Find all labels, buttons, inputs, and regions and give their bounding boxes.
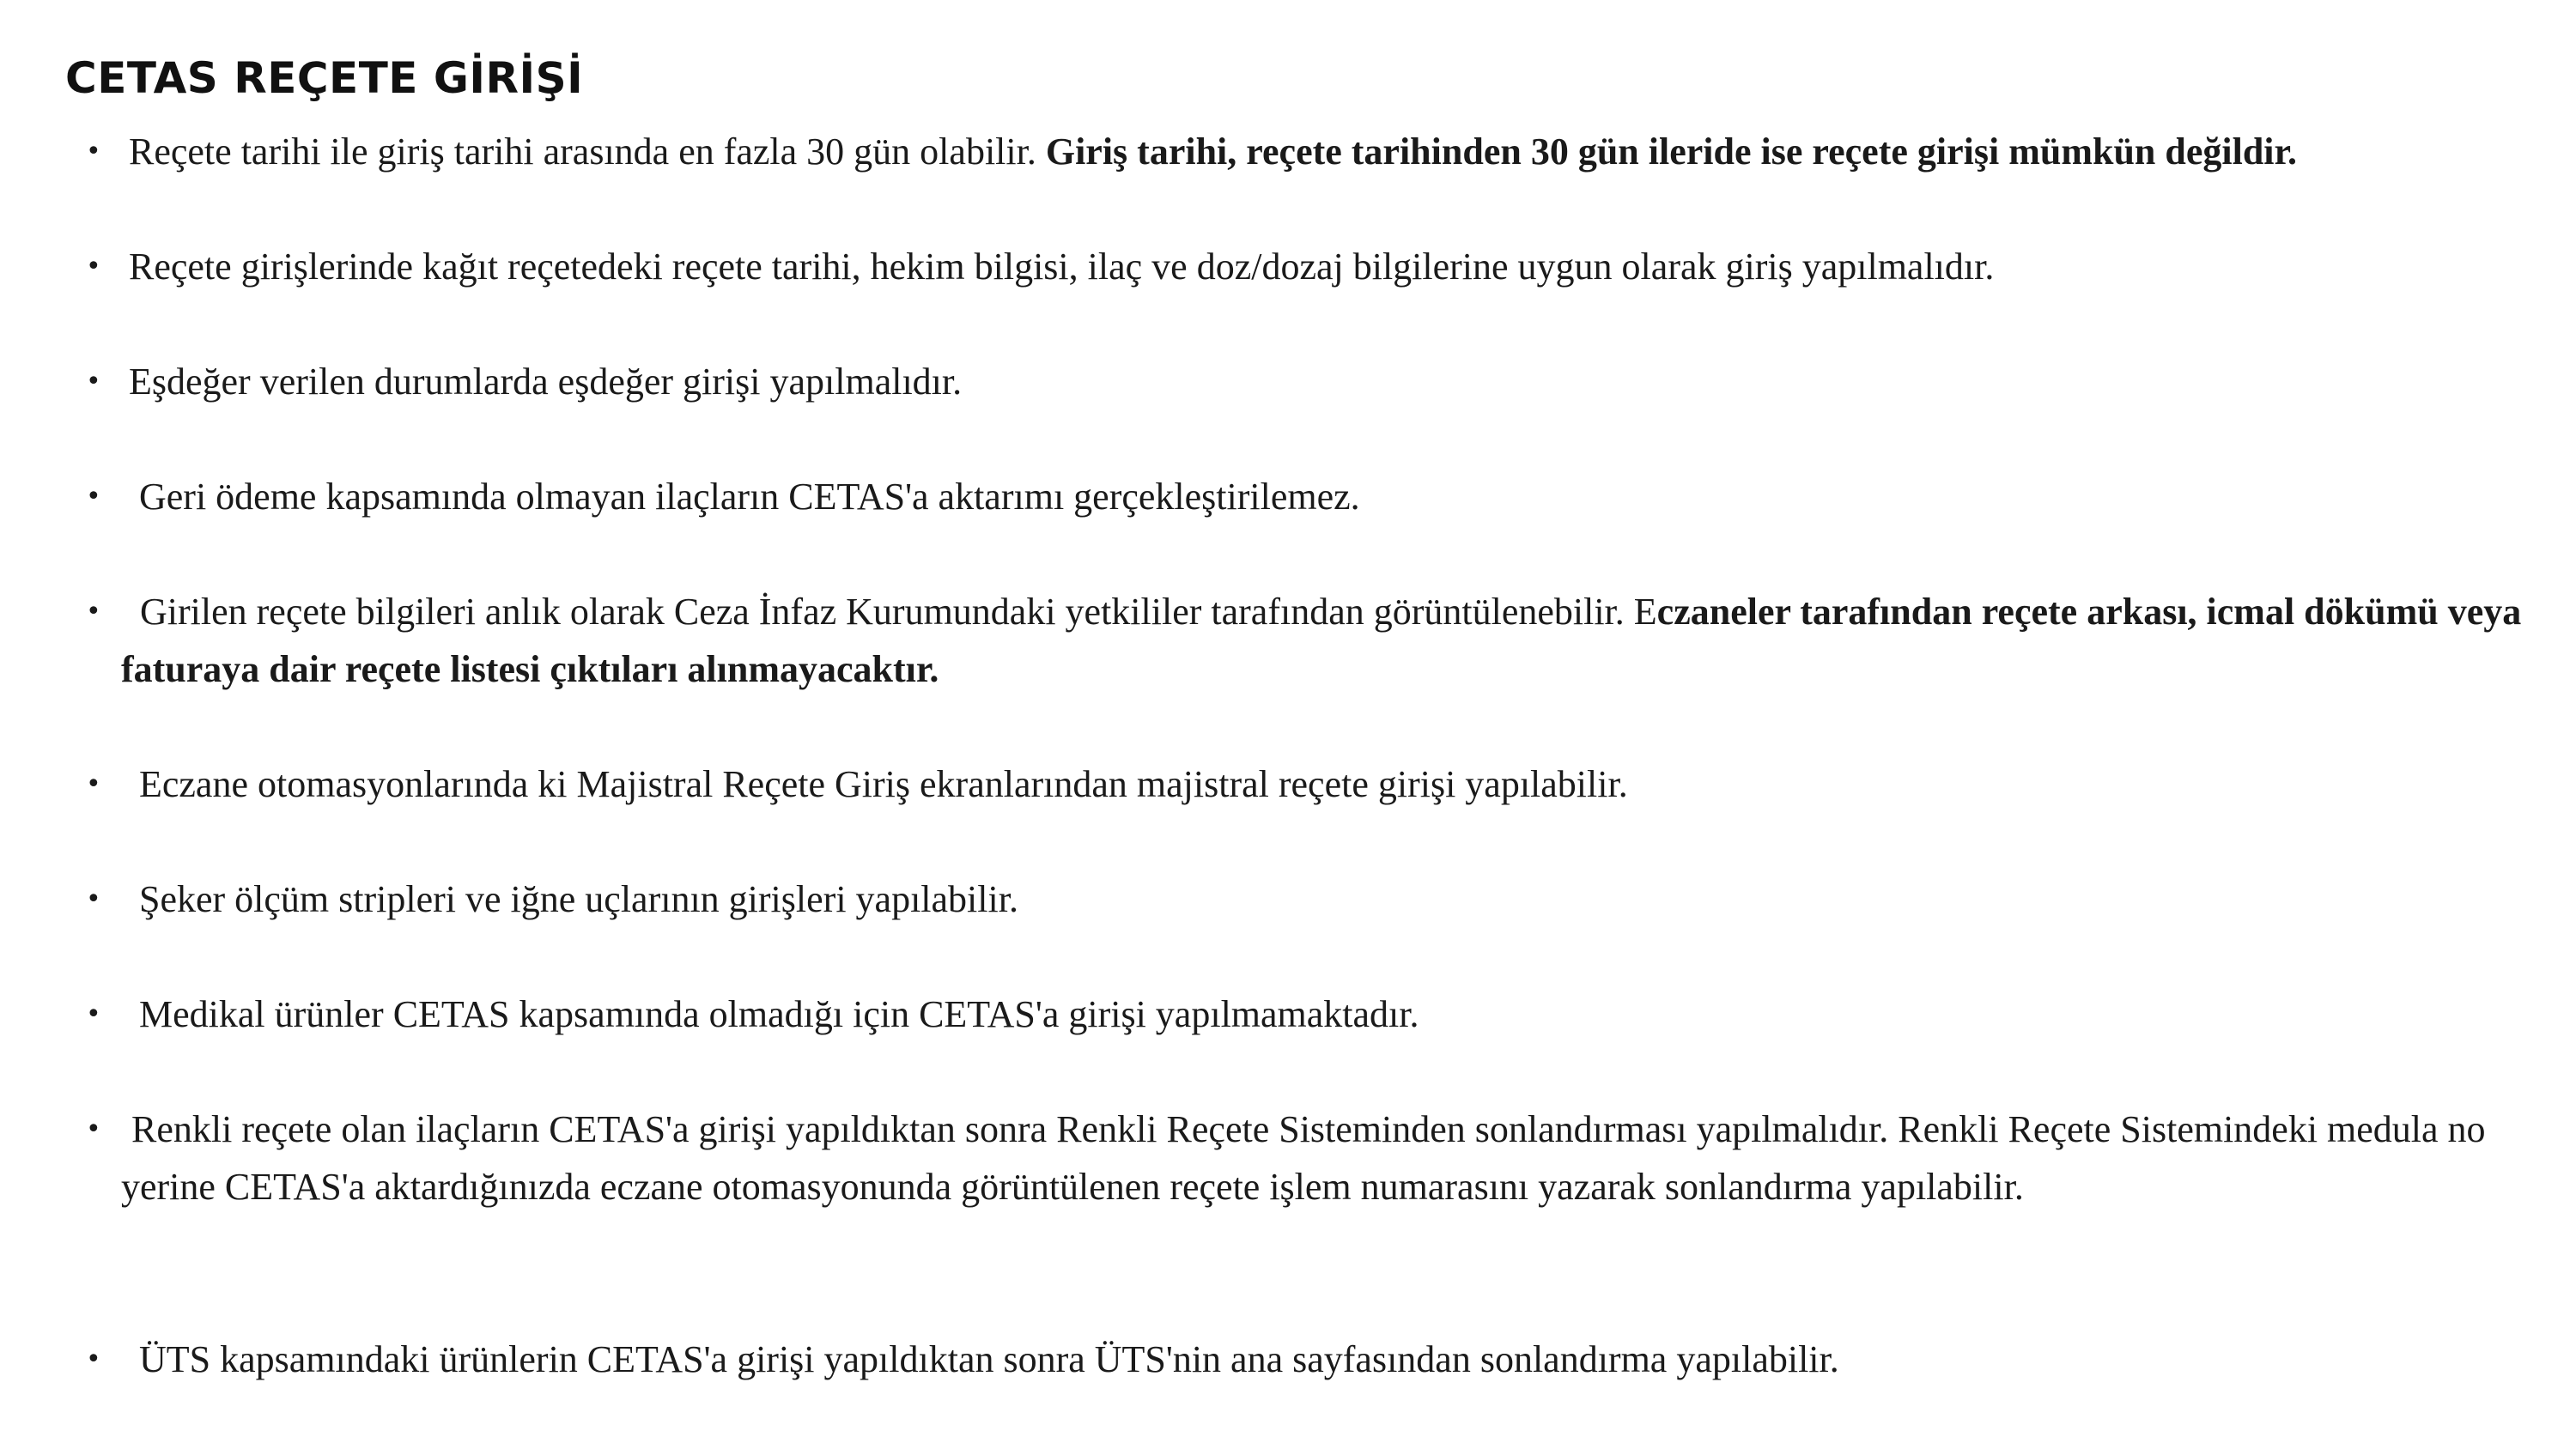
bullet-icon: • [86,1344,101,1374]
bullet-icon: • [86,1114,101,1144]
rule-text: Medikal ürünler CETAS kapsamında olmadığı için CETAS'a girişi yapılmamaktadır. [139,993,1419,1035]
rule-item [86,985,2559,1043]
rule-bold-text: Giriş tarihi, reçete tarihinden 30 gün ileride ise reçete girişi mümkün değildir. [1045,130,2298,173]
rule-text: Şeker ölçüm stripleri ve iğne uçlarının girişleri yapılabilir. [139,878,1018,920]
rule-item [86,870,2559,928]
rule-plain-text: Girilen reçete bilgileri anlık olarak Ceza İnfaz Kurumundaki yetkililer tarafından görüntülenebilir. E [140,591,1657,633]
bullet-icon: • [86,367,101,397]
rule-item [86,755,2559,813]
rule-text [86,123,2559,180]
rule-item [86,1100,2559,1216]
rule-item [86,123,2559,180]
bullet-icon: • [86,769,101,799]
rule-item [86,583,2559,698]
rule-text [86,583,2559,698]
rule-text: Eşdeğer verilen durumlarda eşdeğer girişi yapılmalıdır. [129,361,963,403]
bullet-icon: • [86,884,101,914]
rule-item [86,468,2559,525]
page-title: CETAS REÇETE GİRİŞİ [65,53,584,103]
rule-item [86,353,2559,410]
bullet-icon: • [86,597,101,627]
rule-bold-text: czaneler tarafından reçete arkası, icmal dökümü veya faturaya dair reçete listesi çıktıları alınmayacaktır. [121,591,2522,690]
rule-plain-text: Reçete tarihi ile giriş tarihi arasında en fazla 30 gün olabilir. [129,130,1046,173]
rule-text: ÜTS kapsamındaki ürünlerin CETAS'a girişi yapıldıktan sonra ÜTS'nin ana sayfasından sonlandırma yapılabilir. [139,1338,1839,1380]
rule-item [86,1331,2559,1388]
bullet-icon: • [86,252,101,282]
rule-text: Eczane otomasyonlarında ki Majistral Reçete Giriş ekranlarından majistral reçete girişi yapılabilir. [139,763,1628,805]
bullet-icon: • [86,136,101,167]
bullet-icon: • [86,999,101,1029]
bullet-icon: • [86,482,101,512]
rule-item [86,238,2559,295]
rule-text: Reçete girişlerinde kağıt reçetedeki reçete tarihi, hekim bilgisi, ilaç ve doz/dozaj bilgilerine uygun olarak giriş yapılmalıdır. [129,246,1995,288]
rule-text: Renkli reçete olan ilaçların CETAS'a girişi yapıldıktan sonra Renkli Reçete Sisteminden sonlandırması yapılmalıdır. Renkli Reçete Sistemindeki medula no yerine CETAS'a aktardığınızda eczane otomasyonunda görüntülenen reçete işlem numarasını yazarak sonlandırma yapılabilir. [121,1108,2486,1208]
rule-text: Geri ödeme kapsamında olmayan ilaçların CETAS'a aktarımı gerçekleştirilemez. [139,476,1360,518]
